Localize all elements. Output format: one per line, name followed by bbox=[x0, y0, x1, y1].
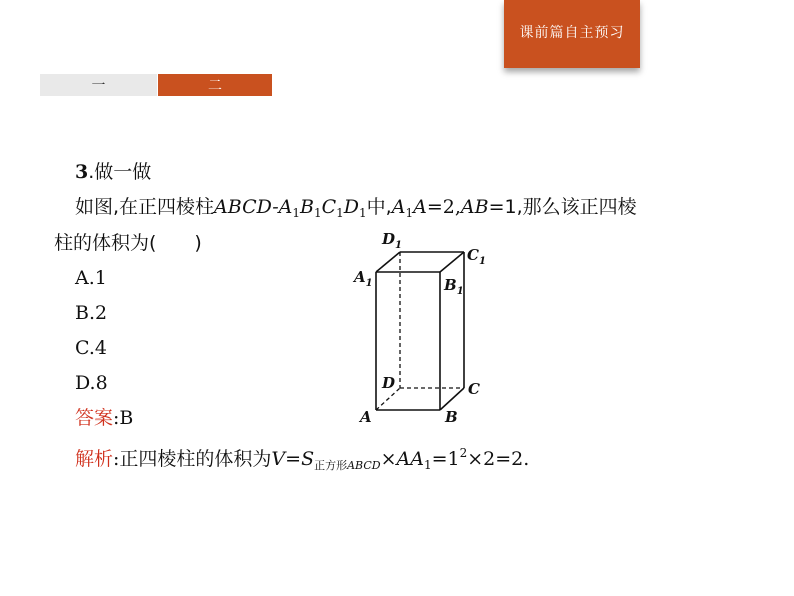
option-b: B.2 bbox=[75, 302, 108, 324]
label-D: D bbox=[382, 374, 396, 392]
question-line-2: 柱的体积为( ) bbox=[54, 232, 202, 254]
label-B1: $B_1$ bbox=[444, 276, 464, 297]
nav-tab-2[interactable]: 二 bbox=[158, 74, 272, 96]
section-tab[interactable]: 课前篇自主预习 bbox=[504, 0, 640, 68]
option-d: D.8 bbox=[75, 372, 108, 394]
analysis: 解析:正四棱柱的体积为$V=S_{正方形ABCD}\times AA_1=1^2\times 2=2$. bbox=[75, 446, 530, 472]
label-C1: $C_1$ bbox=[467, 246, 486, 267]
answer bbox=[75, 406, 133, 430]
answer-label: 答案 bbox=[75, 407, 114, 429]
prism-figure bbox=[340, 222, 500, 432]
label-A: A bbox=[360, 408, 372, 426]
label-A1: $A_1$ bbox=[354, 268, 373, 289]
label-C: C bbox=[468, 380, 480, 398]
option-a: A.1 bbox=[75, 267, 107, 289]
option-c: C.4 bbox=[75, 337, 107, 359]
label-B: B bbox=[445, 408, 458, 426]
answer-value: :B bbox=[113, 407, 134, 429]
nav-tab-1[interactable]: 一 bbox=[40, 74, 157, 96]
label-D1: $D_1$ bbox=[382, 230, 402, 251]
heading: 3.做一做 bbox=[75, 161, 152, 183]
question-line-1: 如图,在正四棱柱ABCD-$A_1B_1C_1D_1$中$,A_1A=2,AB=1$,那么该正四棱 bbox=[75, 196, 637, 220]
